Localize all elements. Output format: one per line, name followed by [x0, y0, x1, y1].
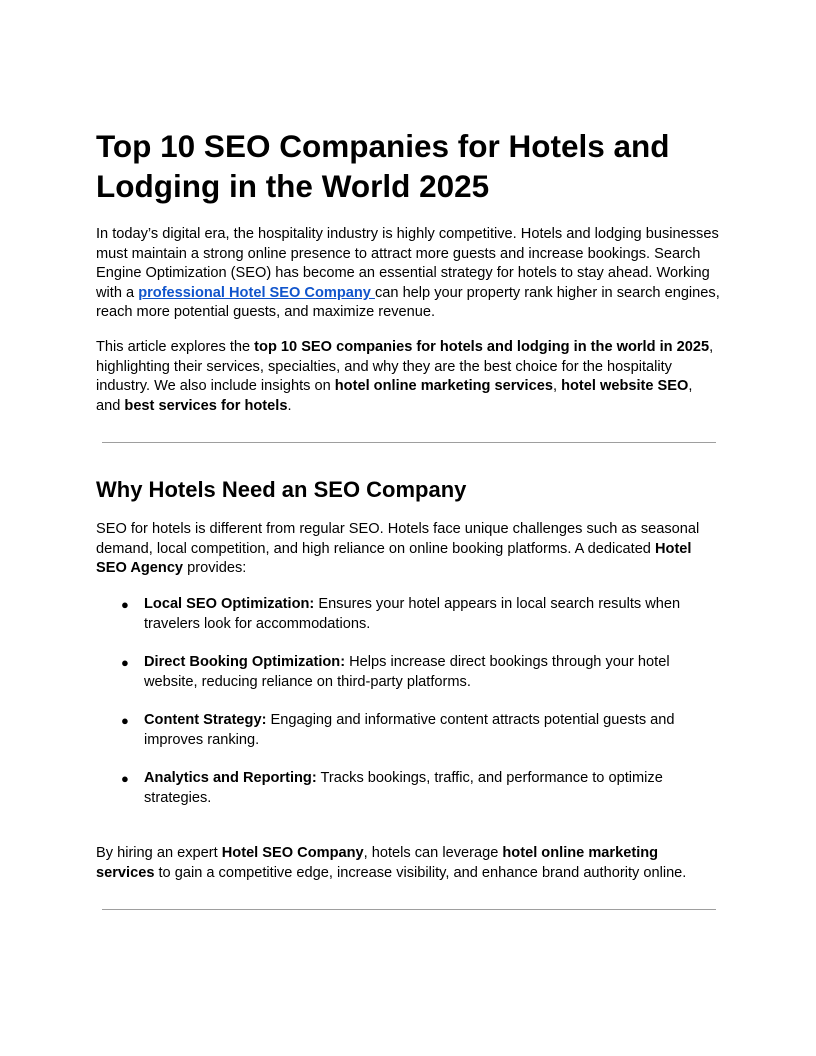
list-item-text: Tracks bookings, traffic, and performance to optimize strategies.: [144, 770, 663, 806]
list-item-label: Local SEO Optimization:: [144, 596, 315, 612]
closing-text-3: to gain a competitive edge, increase visibility, and enhance brand authority online.: [154, 864, 687, 881]
list-item-text: Engaging and informative content attracts potential guests and improves ranking.: [144, 712, 675, 748]
overview-bold-3: hotel website SEO: [561, 378, 689, 395]
intro-text-after-link: can help your property rank higher in search engines, reach more potential guests, and maximize revenue.: [96, 284, 720, 321]
closing-bold-2: hotel online marketing services: [96, 845, 659, 881]
overview-text-5: .: [287, 397, 292, 414]
section-heading: Why Hotels Need an SEO Company: [96, 477, 467, 502]
list-item: [96, 595, 720, 653]
section-intro-paragraph: [96, 520, 720, 579]
list-item: [96, 711, 720, 769]
section-intro-text-1: SEO for hotels is different from regular SEO. Hotels face unique challenges such as seasonal demand, local competition, and high reliance on online booking platforms. A dedicated: [96, 521, 700, 557]
overview-text-3: ,: [552, 378, 562, 395]
intro-text-before-link: In today’s digital era, the hospitality industry is highly competitive. Hotels and lodging businesses must maintain a strong online presence to attract more guests and increase bookings. Search Engine Optimization (SEO) has become an essential strategy for hotels to stay ahead. Working with a: [96, 226, 719, 301]
section-intro-text-2: provides:: [183, 560, 247, 577]
intro-paragraph: [96, 225, 720, 323]
bullet-icon: ●: [121, 771, 129, 786]
overview-bold-2: hotel online marketing services: [334, 378, 553, 395]
overview-text-4: , and: [96, 378, 693, 414]
overview-bold-1: top 10 SEO companies for hotels and lodging in the world in 2025: [254, 339, 710, 355]
closing-text-1: By hiring an expert: [96, 845, 222, 861]
closing-paragraph: [96, 844, 720, 883]
horizontal-divider: [102, 909, 716, 910]
horizontal-divider: [102, 442, 716, 443]
bullet-icon: ●: [121, 713, 129, 728]
list-item-text: Ensures your hotel appears in local search results when travelers look for accommodations.: [144, 596, 681, 632]
benefits-list: [96, 595, 720, 827]
bullet-icon: ●: [121, 597, 129, 612]
list-item-label: Content Strategy:: [144, 712, 267, 728]
bullet-icon: ●: [121, 655, 129, 670]
page-title: Top 10 SEO Companies for Hotels and Lodging in the World 2025: [96, 128, 670, 204]
section-intro-bold-1: Hotel SEO Agency: [96, 540, 692, 577]
closing-bold-1: Hotel SEO Company: [221, 845, 364, 861]
list-item-label: Analytics and Reporting:: [144, 770, 317, 786]
overview-text-1: This article explores the: [96, 339, 255, 355]
list-item: [96, 653, 720, 711]
hotel-seo-company-link[interactable]: professional Hotel SEO Company: [138, 284, 375, 301]
list-item: [96, 769, 720, 827]
overview-bold-4: best services for hotels: [124, 397, 288, 414]
article-overview-paragraph: [96, 338, 720, 416]
list-item-text: Helps increase direct bookings through your hotel website, reducing reliance on third-party platforms.: [144, 654, 670, 690]
closing-text-2: , hotels can leverage: [363, 845, 503, 861]
overview-text-2: , highlighting their services, specialties, and why they are the best choice for the hospitality industry. We also include insights on: [96, 339, 714, 395]
list-item-label: Direct Booking Optimization:: [144, 654, 346, 670]
